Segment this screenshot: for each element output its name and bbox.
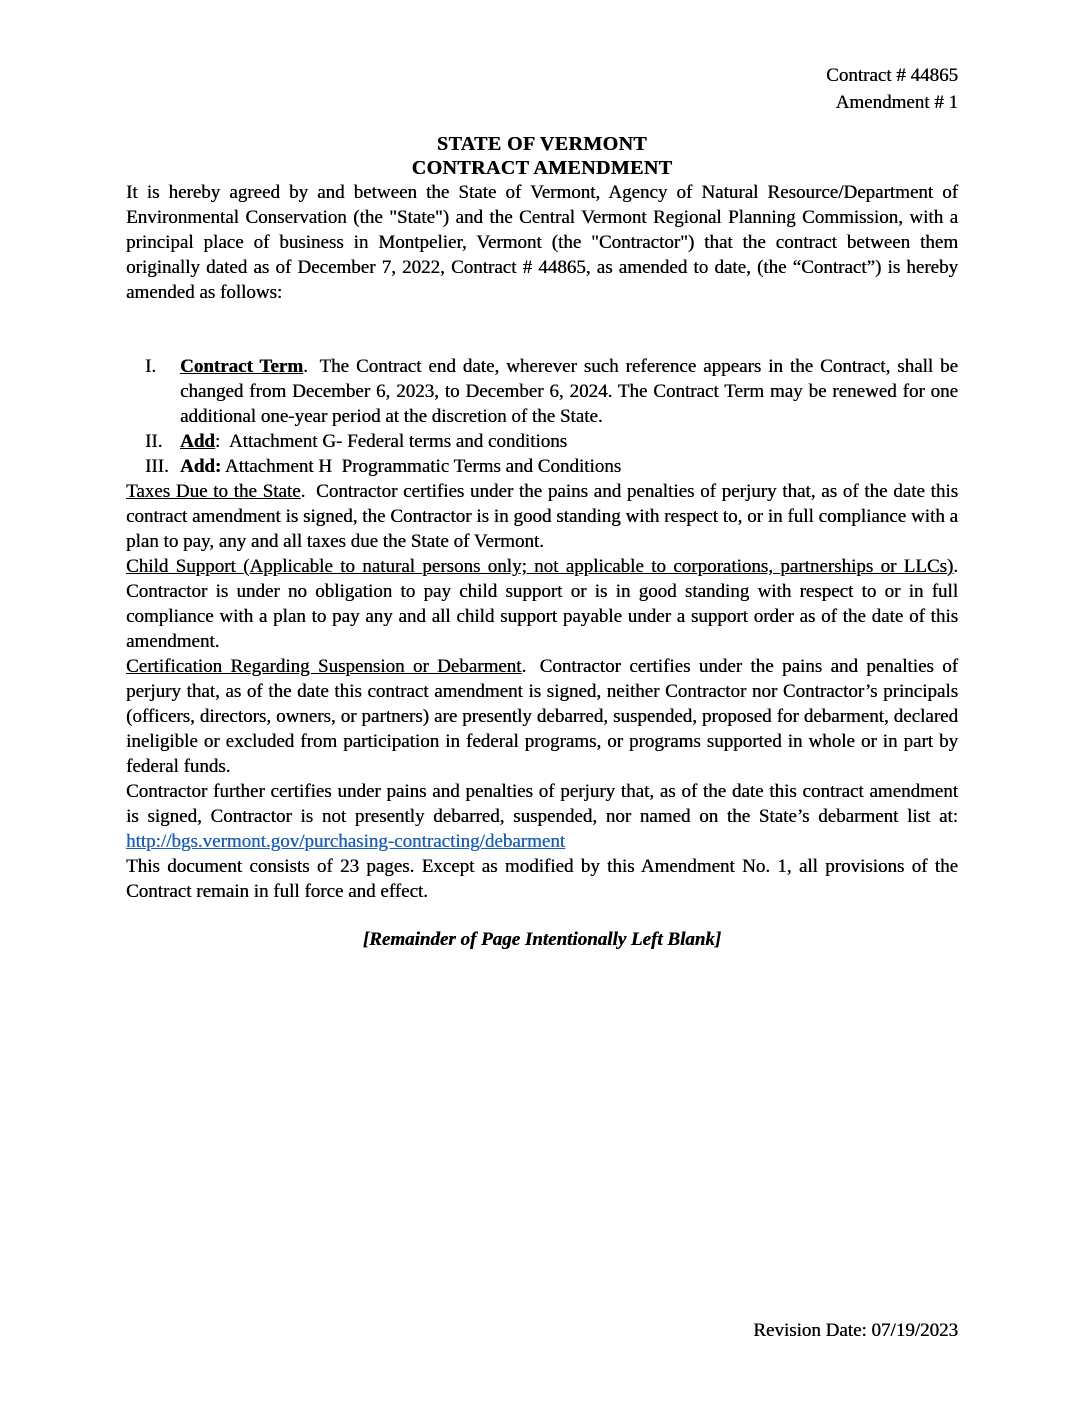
item-numeral: III. bbox=[145, 456, 169, 477]
amendment-item-contract-term bbox=[126, 354, 963, 429]
closing-paragraph: This document consists of 23 pages. Except as modified by this Amendment No. 1, all provisions of the Contract remain in full force and effect. bbox=[126, 856, 958, 902]
section-body: Contractor is under no obligation to pay child support or is in good standing with respect to or in full compliance with a plan to pay any and all child support payable under a support order as of the date of this amendment. bbox=[126, 581, 958, 652]
revision-date: Revision Date: 07/19/2023 bbox=[753, 1320, 958, 1341]
item-numeral: II. bbox=[145, 431, 163, 452]
amendment-item-add-attachment-h bbox=[126, 454, 958, 479]
section-heading: Child Support (Applicable to natural persons only; not applicable to corporations, partnerships or LLCs) bbox=[126, 556, 954, 577]
paragraph-debarment-list bbox=[126, 779, 958, 854]
document-header bbox=[126, 0, 958, 116]
intro-paragraph: It is hereby agreed by and between the State of Vermont, Agency of Natural Resource/Department of Environmental Conservation (the "State") and the Central Vermont Regional Planning Commission, with a principal place of business in Montpelier, Vermont (the "Contractor") that the contract between them originally dated as of December 7, 2022, Contract # 44865, as amended to date, (the “Contract”) is hereby amended as follows: bbox=[126, 182, 958, 303]
document-title bbox=[126, 132, 958, 180]
section-taxes-due: Taxes Due to the State. Contractor certifies under the pains and penalties of perjury that, as of the date this contract amendment is signed, the Contractor is in good standing with respect to, or in full compliance with a plan to pay, any and all taxes due the State of Vermont. bbox=[126, 481, 959, 552]
title-line-state: STATE OF VERMONT bbox=[436, 133, 648, 155]
amendment-number: Amendment # 1 bbox=[835, 92, 958, 113]
item-numeral: I. bbox=[145, 356, 157, 377]
contract-number: Contract # 44865 bbox=[826, 65, 958, 86]
section-heading: Taxes Due to the State bbox=[126, 481, 301, 502]
amendment-item-add-attachment-g bbox=[126, 429, 958, 454]
section-heading: Certification Regarding Suspension or Debarment bbox=[126, 656, 522, 677]
section-body: Contractor certifies under the pains and penalties of perjury that, as of the date this contract amendment is signed, neither Contractor nor Contractor’s principals (officers, directors, owners, or partners) are presently debarred, suspended, proposed for debarment, declared ineligible or excluded from participation in federal programs, or programs supported in whole or in part by federal funds. bbox=[126, 656, 959, 777]
remainder-notice: [Remainder of Page Intentionally Left Blank] bbox=[362, 929, 722, 950]
debarment-text: Contractor further certifies under pains and penalties of perjury that, as of the date this contract amendment is signed, Contractor is not presently debarred, suspended, nor named on the State’s debarment list at: bbox=[126, 781, 958, 827]
item-text: Add: Attachment G- Federal terms and conditions bbox=[180, 431, 568, 452]
section-child-support: Child Support (Applicable to natural persons only; not applicable to corporations, partnerships or LLCs). Contractor is under no obligation to pay child support or is in good standing with respect to or in full compliance with a plan to pay any and all child support payable under a support order as of the date of this amendment. bbox=[126, 556, 958, 652]
section-body: Contractor certifies under the pains and penalties of perjury that, as of the date this contract amendment is signed, the Contractor is in good standing with respect to, or in full compliance with a plan to pay, any and all taxes due the State of Vermont. bbox=[126, 481, 959, 552]
title-line-contract-amendment: CONTRACT AMENDMENT bbox=[411, 157, 673, 179]
debarment-list-link[interactable]: http://bgs.vermont.gov/purchasing-contracting/debarment bbox=[126, 831, 566, 852]
amendment-list bbox=[126, 354, 963, 479]
item-text: Contract Term. The Contract end date, wherever such reference appears in the Contract, shall be changed from December 6, 2023, to December 6, 2024. The Contract Term may be renewed for one additional one-year period at the discretion of the State. bbox=[180, 356, 963, 427]
item-text: Add: Attachment H Programmatic Terms and Conditions bbox=[180, 456, 622, 477]
section-suspension-debarment: Certification Regarding Suspension or Debarment. Contractor certifies under the pains and penalties of perjury that, as of the date this contract amendment is signed, neither Contractor nor Contractor’s principals (officers, directors, owners, or partners) are presently debarred, suspended, proposed for debarment, declared ineligible or excluded from participation in federal programs, or programs supported in whole or in part by federal funds. bbox=[126, 656, 959, 777]
